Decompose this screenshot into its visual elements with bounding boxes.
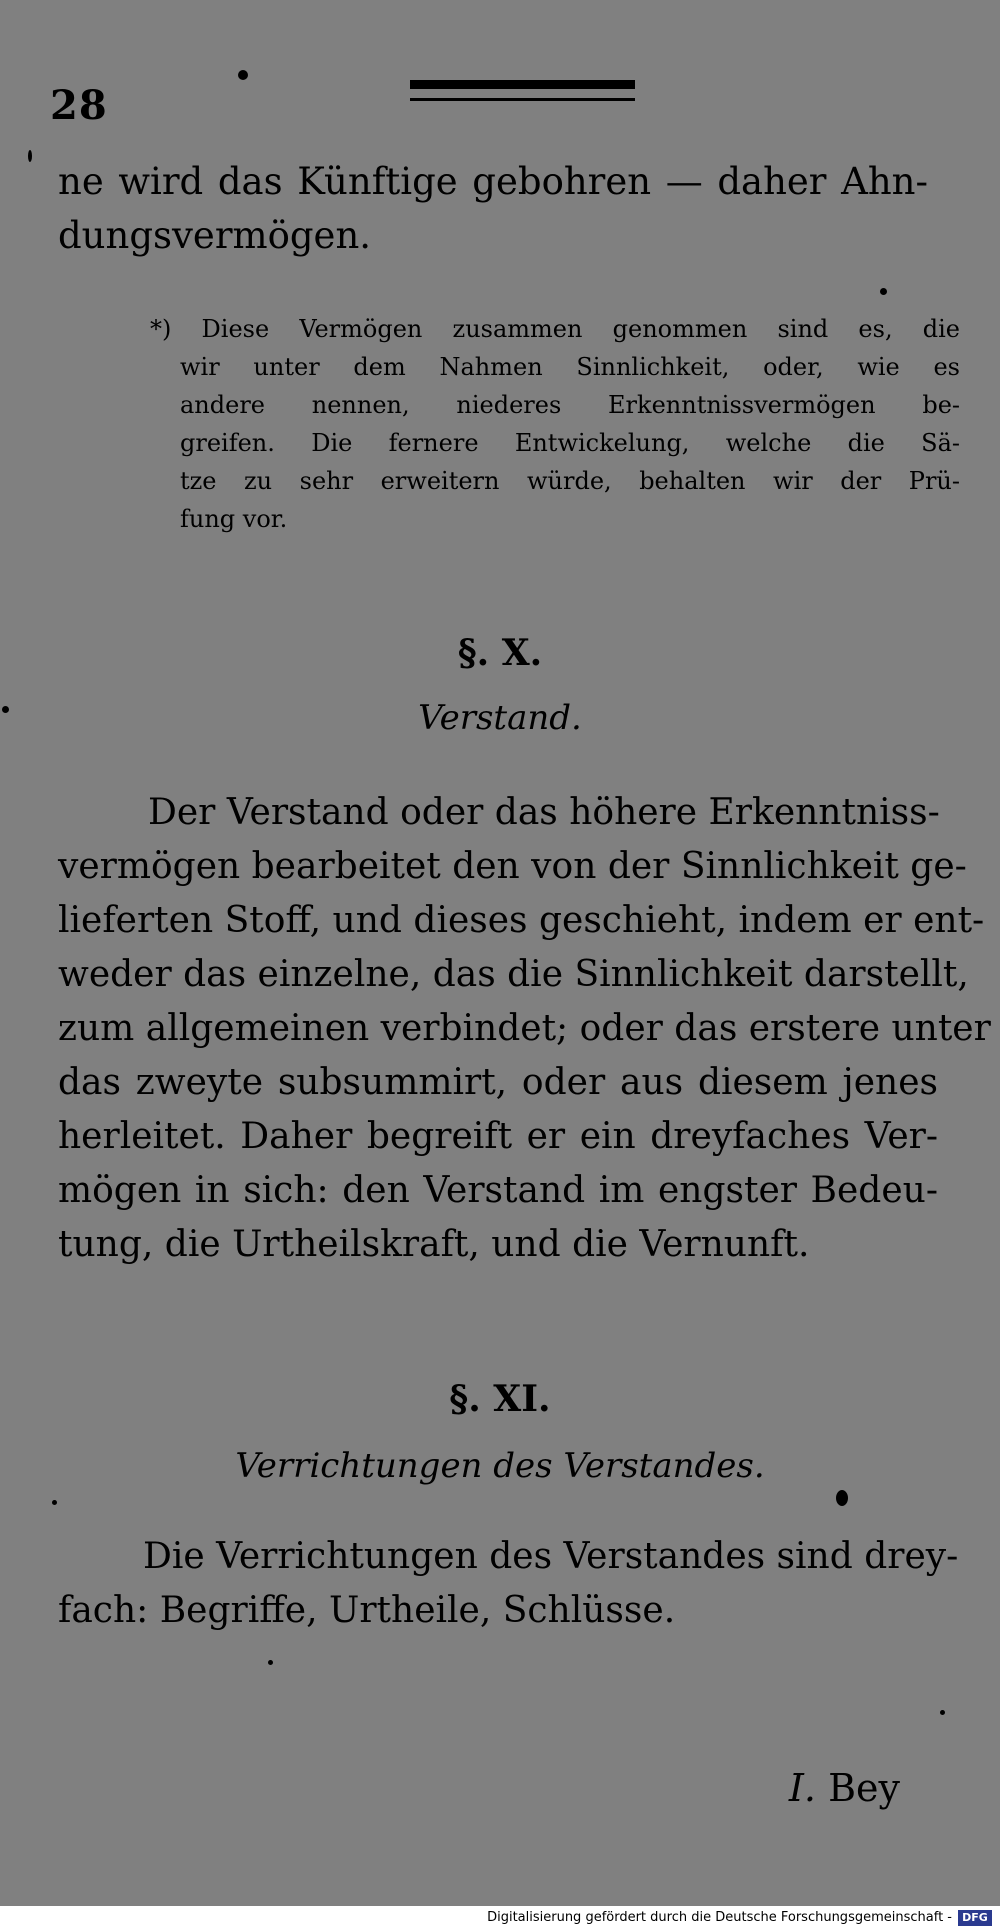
text-line: Die Verrichtungen des Verstandes sind drey- [143,1536,959,1577]
section-10-paragraph [58,786,991,1272]
footnote-line: *) Diese Vermögen zusammen genommen sind es, die [150,315,960,343]
footer-bar [0,1906,1000,1930]
text-line: zum allgemeinen verbindet; oder das erstere unter [58,1008,991,1049]
scan-speck [836,1490,848,1506]
digitization-credit: Digitalisierung gefördert durch die Deutsche Forschungsgemeinschaft - [487,1910,952,1925]
footnote-line: wir unter dem Nahmen Sinnlichkeit, oder, wie es [180,353,960,381]
text-line: ne wird das Künftige gebohren — daher Ahn- [58,160,928,203]
text-line: weder das einzelne, das die Sinnlichkeit darstellt, [58,954,969,995]
header-rule-thick [410,80,635,89]
text-line: dungsvermögen. [58,214,372,257]
carryover-paragraph [58,155,928,263]
header-rule-thin [410,98,635,101]
footnote-line: greifen. Die fernere Entwickelung, welche die Sä- [180,429,960,457]
text-line: tung, die Urtheilskraft, und die Vernunft. [58,1224,810,1265]
text-line: mögen in sich: den Verstand im engster Bedeu- [58,1170,938,1211]
section-title-11: Verrichtungen des Verstandes. [235,1446,765,1486]
footnote [130,310,960,538]
page-number: 28 [50,82,108,129]
section-11-paragraph [58,1530,959,1638]
text-line: Der Verstand oder das höhere Erkenntniss- [148,792,940,833]
text-line: vermögen bearbeitet den von der Sinnlichkeit ge- [58,846,967,887]
section-heading-10: §. X. [457,632,543,674]
scan-speck [940,1710,945,1715]
footnote-line: tze zu sehr erweitern würde, behalten wir der Prü- [180,467,960,495]
scan-speck [268,1660,273,1665]
section-heading-11: §. XI. [449,1378,551,1420]
section-title-10: Verstand. [418,698,582,738]
header-rule [410,78,635,104]
catchword-text: Bey [828,1766,900,1810]
text-line: das zweyte subsummirt, oder aus diesem jenes [58,1062,938,1103]
scan-speck [28,150,32,162]
footnote-line: andere nennen, niederes Erkenntnissvermögen be- [180,391,960,419]
text-line: lieferten Stoff, und dieses geschieht, indem er ent- [58,900,985,941]
scan-speck [2,706,9,713]
catchword [789,1766,900,1810]
signature-mark: I. [788,1766,817,1810]
dfg-logo: DFG [958,1910,992,1926]
text-line: fach: Begriffe, Urtheile, Schlüsse. [58,1590,676,1631]
text-line: herleitet. Daher begreift er ein dreyfaches Ver- [58,1116,938,1157]
scan-speck [238,70,248,80]
scan-speck [52,1500,57,1505]
footnote-line: fung vor. [180,505,288,533]
scan-speck [880,288,887,295]
